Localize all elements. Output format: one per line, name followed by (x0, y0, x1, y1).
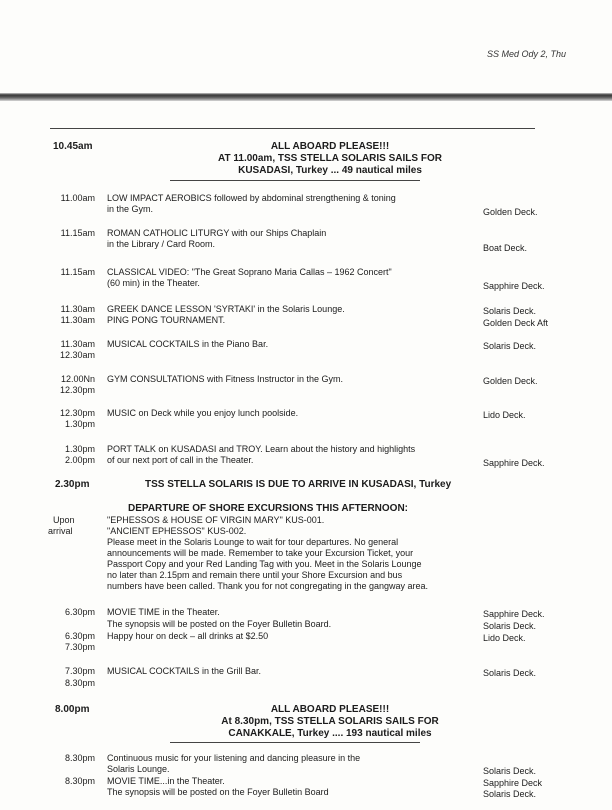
shore-excursion-line: no later than 2.15pm and remain there until your Shore Excursion and bus (107, 570, 403, 580)
all-aboard-heading: ALL ABOARD PLEASE!!! (270, 704, 390, 715)
event-time: 11.30am (60, 304, 95, 314)
event-description: CLASSICAL VIDEO: "The Great Soprano Maria Callas – 1962 Concert" (107, 267, 392, 277)
event-description: MOVIE TIME in the Theater. (107, 607, 220, 617)
all-aboard-heading: ALL ABOARD PLEASE!!! (270, 141, 390, 152)
event-description: ROMAN CATHOLIC LITURGY with our Ships Chaplain (107, 228, 327, 238)
sailing-notice: AT 11.00am, TSS STELLA SOLARIS SAILS FOR (218, 153, 442, 164)
event-time: arrival (48, 526, 73, 536)
event-location: Sapphire Deck. (483, 281, 545, 291)
shore-excursion-line: Please meet in the Solaris Lounge to wait for tour departures. No general (107, 537, 399, 547)
sailing-destination: KUSADASI, Turkey ... 49 nautical miles (238, 165, 422, 176)
event-location: Sapphire Deck. (483, 458, 545, 468)
event-time: 8.00pm (55, 704, 90, 715)
event-location: Golden Deck Aft (483, 318, 549, 328)
event-time: 6.30pm (64, 631, 95, 641)
event-description: in the Gym. (107, 204, 154, 214)
sailing-notice: At 8.30pm, TSS STELLA SOLARIS SAILS FOR (221, 716, 439, 727)
event-time: 11.15am (60, 267, 95, 277)
event-location: Solaris Deck. (483, 621, 537, 631)
event-description: PORT TALK on KUSADASI and TROY. Learn about the history and highlights (107, 444, 416, 454)
event-description: MUSIC on Deck while you enjoy lunch poolside. (107, 408, 299, 418)
document-reference: SS Med Ody 2, Thu (486, 49, 566, 59)
event-time: 2.00pm (64, 455, 95, 465)
event-time: 8.30pm (64, 753, 95, 763)
event-time: 12.30am (59, 350, 95, 360)
event-time: 7.30pm (64, 642, 95, 652)
event-time: Upon (53, 515, 75, 525)
event-location: Solaris Deck. (483, 766, 537, 776)
shore-excursion-line: numbers have been called. Thank you for not congregating in the gangway area. (107, 581, 429, 591)
event-time: 8.30pm (64, 776, 95, 786)
event-location: Solaris Deck. (483, 789, 537, 799)
event-location: Golden Deck. (483, 376, 538, 386)
event-time: 6.30pm (64, 607, 95, 617)
event-time: 12.00Nn (60, 374, 95, 384)
sailing-destination: CANAKKALE, Turkey .... 193 nautical miles (228, 728, 432, 739)
underline (170, 180, 420, 181)
event-description: Solaris Lounge. (107, 764, 170, 774)
event-location: Solaris Deck. (483, 668, 537, 678)
event-description: MOVIE TIME...in the Theater. (107, 776, 225, 786)
event-description: PING PONG TOURNAMENT. (107, 315, 226, 325)
event-time: 10.45am (53, 141, 93, 152)
event-time: 11.30am (60, 339, 95, 349)
event-description: GREEK DANCE LESSON 'SYRTAKI' in the Solaris Lounge. (107, 304, 345, 314)
event-description: MUSICAL COCKTAILS in the Grill Bar. (107, 666, 262, 676)
event-description: of our next port of call in the Theater. (107, 455, 254, 465)
event-description: The synopsis will be posted on the Foyer Bulletin Board (107, 787, 329, 797)
arrival-text: TSS STELLA SOLARIS IS DUE TO ARRIVE IN KUSADASI, Turkey (145, 479, 452, 490)
event-time: 11.00am (60, 193, 95, 203)
event-description: MUSICAL COCKTAILS in the Piano Bar. (107, 339, 269, 349)
event-location: Sapphire Deck. (483, 609, 545, 619)
event-time: 1.30pm (64, 444, 95, 454)
event-time: 12.30pm (59, 408, 95, 418)
event-description: (60 min) in the Theater. (107, 278, 200, 288)
event-description: GYM CONSULTATIONS with Fitness Instructor in the Gym. (107, 374, 344, 384)
event-time: 7.30pm (64, 666, 95, 676)
event-description: Happy hour on deck – all drinks at $2.50 (107, 631, 269, 641)
divider (50, 128, 535, 129)
shore-excursions-heading: DEPARTURE OF SHORE EXCURSIONS THIS AFTERNOON: (128, 503, 409, 514)
underline (170, 742, 420, 743)
event-description: Continuous music for your listening and dancing pleasure in the (107, 753, 361, 763)
event-location: Golden Deck. (483, 207, 538, 217)
event-location: Lido Deck. (483, 410, 526, 420)
event-time: 12.30pm (59, 385, 95, 395)
event-location: Lido Deck. (483, 633, 526, 643)
event-description: in the Library / Card Room. (107, 239, 216, 249)
event-location: Solaris Deck. (483, 341, 537, 351)
shore-excursion-line: announcements will be made. Remember to take your Excursion Ticket, your (107, 548, 414, 558)
event-description: LOW IMPACT AEROBICS followed by abdominal strengthening & toning (107, 193, 396, 203)
shore-excursion-line: "EPHESSOS & HOUSE OF VIRGIN MARY" KUS-001. (107, 515, 325, 525)
event-location: Boat Deck. (483, 243, 528, 253)
event-time: 11.15am (60, 228, 95, 238)
event-description: The synopsis will be posted on the Foyer Bulletin Board. (107, 619, 332, 629)
event-time: 11.30am (60, 315, 95, 325)
shore-excursion-line: Passport Copy and your Red Landing Tag with you. Meet in the Solaris Lounge (107, 559, 422, 569)
event-time: 8.30pm (64, 678, 95, 688)
event-location: Sapphire Deck (483, 778, 543, 788)
event-time: 1.30pm (64, 419, 95, 429)
shore-excursion-line: "ANCIENT EPHESSOS" KUS-002. (107, 526, 247, 536)
event-time: 2.30pm (55, 479, 90, 490)
scan-shadow-bar (0, 93, 612, 101)
event-location: Solaris Deck. (483, 306, 537, 316)
